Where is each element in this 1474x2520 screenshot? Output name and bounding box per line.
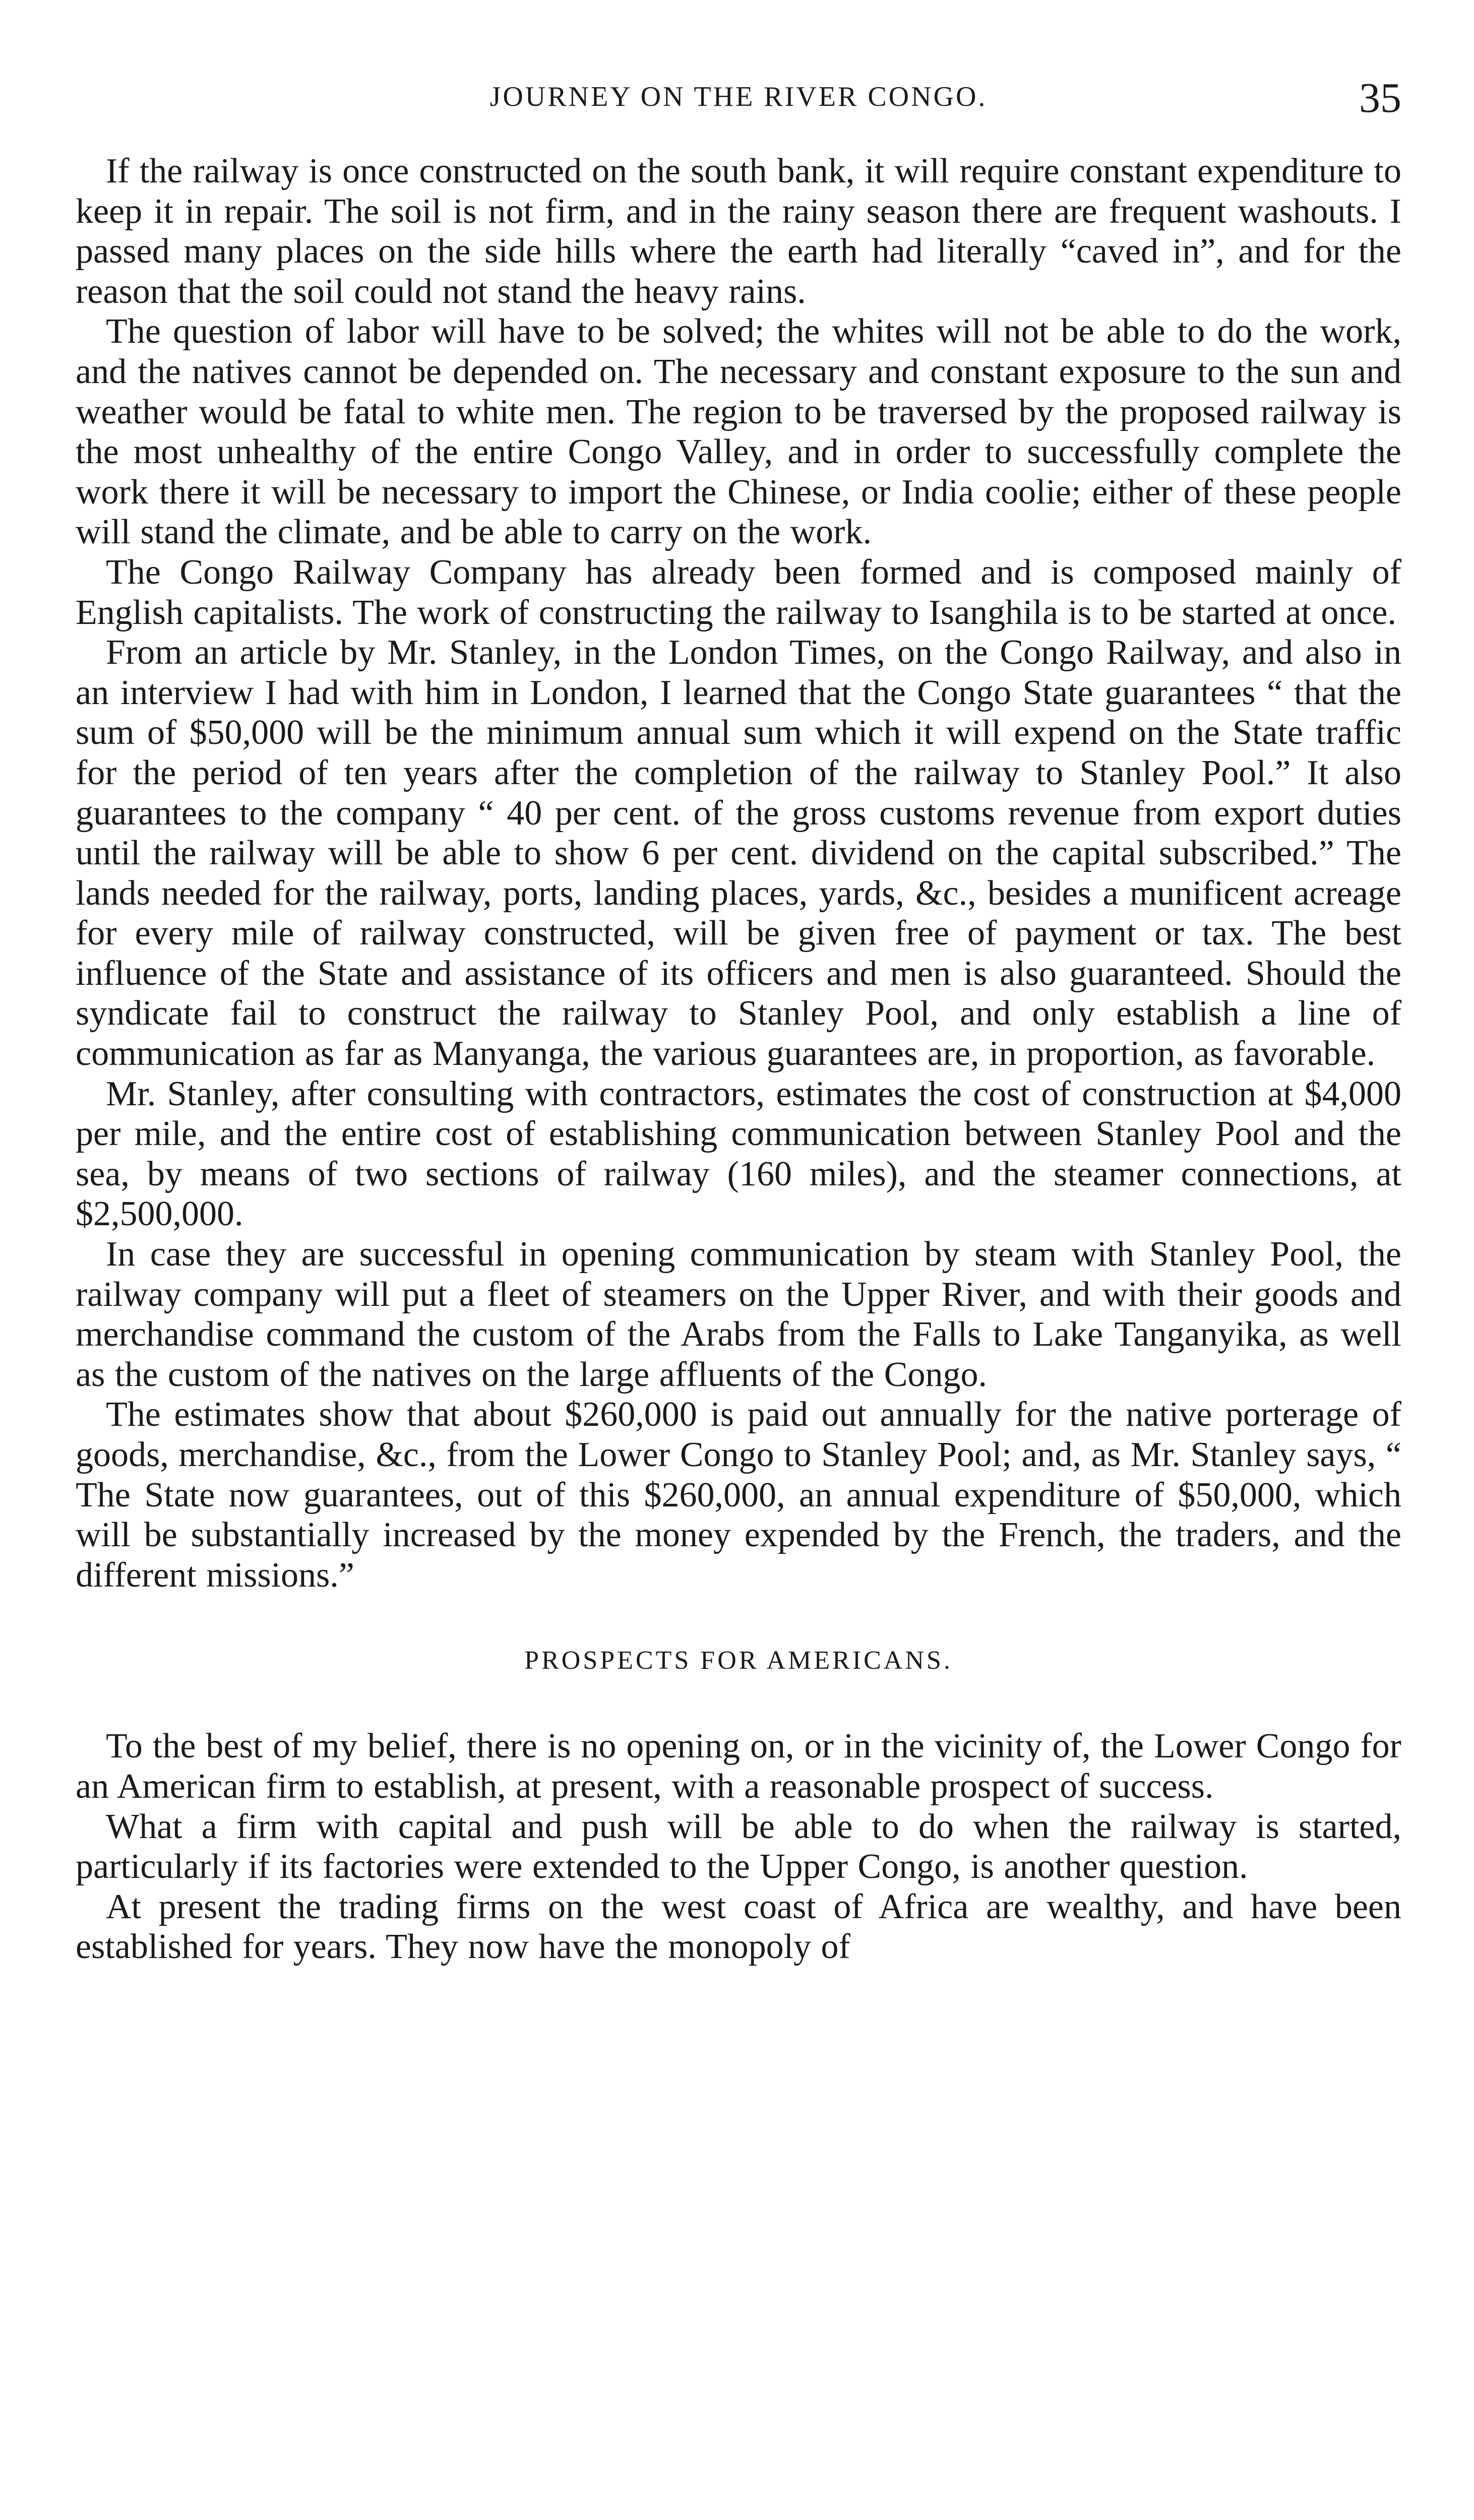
paragraph-railway-repair: If the railway is once constructed on the south bank, it will require constant expenditure to keep it in repair. The soil is not firm, and in the rainy season there are frequent washouts. I passed many places on the side hills where the earth had literally “caved in”, and for the reason that the soil could not stand the heavy rains. [76,152,1401,311]
paragraph-porterage-estimates: The estimates show that about $260,000 is paid out annually for the native porterage of goods, merchandise, &c., from the Lower Congo to Stanley Pool; and, as Mr. Stanley says, “ The State now guarantees, out of this $260,000, an annual expenditure of $50,000, which will be substantially increased by the money expended by the French, the traders, and the different missions.” [76,1395,1401,1595]
paragraph-steamer-fleet: In case they are successful in opening communication by steam with Stanley Pool, the railway company will put a fleet of steamers on the Upper River, and with their goods and merchandise command the custom of the Arabs from the Falls to Lake Tanganyika, as well as the custom of the natives on the large affluents of the Congo. [76,1235,1401,1394]
paragraph-railway-company: The Congo Railway Company has already been formed and is composed mainly of English capitalists. The work of constructing the railway to Isanghila is to be started at once. [76,552,1401,632]
running-title: JOURNEY ON THE RIVER CONGO. [489,81,988,112]
paragraph-construction-cost: Mr. Stanley, after consulting with contractors, estimates the cost of construction at $4,000 per mile, and the entire cost of establishing communication between Stanley Pool and the sea, by means of two sections of railway (160 miles), and the steamer connections, at $2,500,000. [76,1074,1401,1234]
section-heading: PROSPECTS FOR AMERICANS. [524,1646,953,1675]
paragraph-state-guarantees: From an article by Mr. Stanley, in the London Times, on the Congo Railway, and also in an interview I had with him in London, I learned that the Congo State guarantees “ that the sum of $50,000 will be the minimum annual sum which it will expend on the State traffic for the period of ten years after the completion of the railway to Stanley Pool.” It also guarantees to the company “ 40 per cent. of the gross customs revenue from export duties until the railway will be able to show 6 per cent. dividend on the capital subscribed.” The lands needed for the railway, ports, landing places, yards, &c., besides a munificent acreage for every mile of railway constructed, will be given free of payment or tax. The best influence of the State and assistance of its officers and men is also guaranteed. Should the syndicate fail to construct the railway to Stanley Pool, and only establish a line of communication as far as Manyanga, the various guarantees are, in proportion, as favorable. [76,633,1401,1074]
paragraph-no-opening: To the best of my belief, there is no opening on, or in the vicinity of, the Lower Congo for an American firm to establish, at present, with a reasonable prospect of success. [76,1727,1401,1806]
paragraph-trading-firms: At present the trading firms on the west coast of Africa are wealthy, and have been established for years. They now have the monopoly of [76,1887,1401,1967]
book-page [76,76,1401,1967]
body-text [76,151,1401,1967]
page-number: 35 [1359,75,1401,121]
paragraph-labor-question: The question of labor will have to be solved; the whites will not be able to do the work, and the natives cannot be depended on. The necessary and constant exposure to the sun and weather would be fatal to white men. The region to be traversed by the proposed railway is the most unhealthy of the entire Congo Valley, and in order to successfully complete the work there it will be necessary to import the Chinese, or India coolie; either of these people will stand the climate, and be able to carry on the work. [76,312,1401,552]
paragraph-capital-and-push: What a firm with capital and push will be able to do when the railway is started, particularly if its factories were extended to the Upper Congo, is another question. [76,1807,1401,1886]
running-header [76,76,1401,136]
